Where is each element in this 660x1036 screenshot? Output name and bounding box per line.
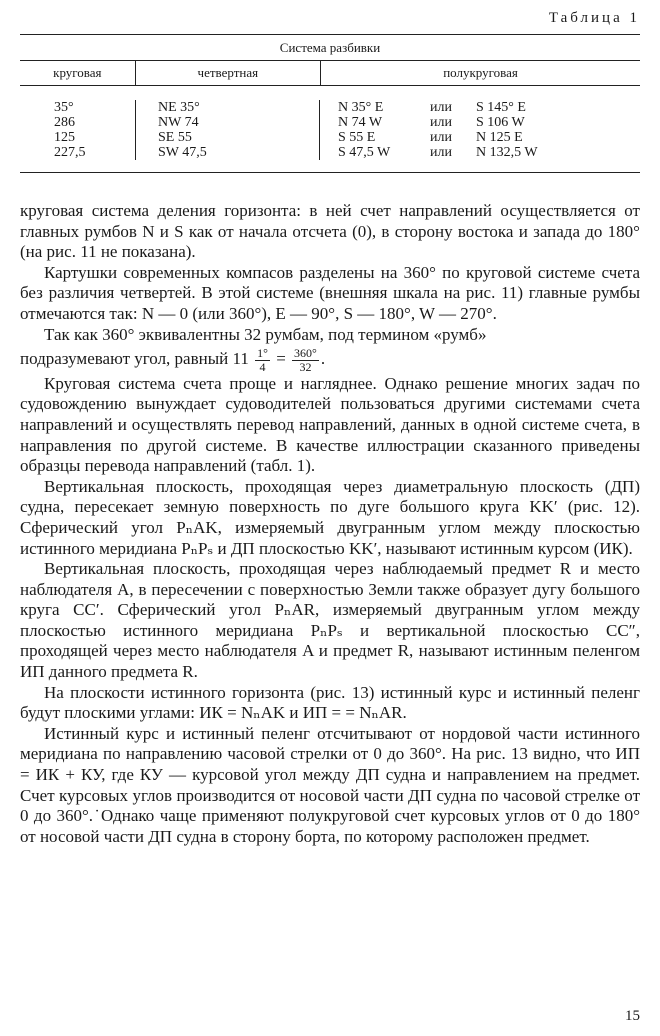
table-row [20,100,640,115]
cell-semicircular-a: S 55 E [338,130,376,145]
table-body [20,86,640,172]
paragraph: Так как 360° эквивалентны 32 румбам, под термином «румб» [44,324,487,344]
formula-end: . [320,349,326,369]
direction-table [20,34,640,173]
cell-semicircular [320,130,640,145]
table-row [20,130,640,145]
cell-semicircular-b: N 132,5 W [476,145,538,160]
cell-semicircular-b: N 125 E [476,130,523,145]
paragraph: Вертикальная плоскость, проходящая через диаметральную плоскость (ДП) судна, пересекает земную поверхность по дуге большого круга KK′ (рис. 12). Сферический угол PₙAK, измеряемый двугранным углом между плоскостью истинного меридиана PₙPₛ и ДП плоскостью KK′, называют истинным курсом (ИК). [20,476,640,558]
table-header-row [20,61,640,86]
cell-quarter: NW 74 [135,115,320,130]
cell-semicircular-a: S 47,5 W [338,145,391,160]
cell-quarter: NE 35° [135,100,320,115]
cell-semicircular [320,115,640,130]
cell-circular: 125 [54,130,75,145]
formula-text: подразумевают угол, равный 11 [20,349,249,369]
paragraph: круговая система деления горизонта: в ней счет направлений осуществляется от главных румбов N и S как от начала отсчета (0), в сторону востока и запада до 180° (на рис. 11 не показана). [20,201,640,262]
fraction-denominator: 32 [299,359,312,374]
fraction-360-over-32 [292,347,319,374]
table-title: Система разбивки [20,35,640,61]
table-row [20,115,640,130]
table-row [20,145,640,160]
paragraph: На плоскости истинного горизонта (рис. 13) истинный курс и истинный пеленг будут плоскими углами: ИК = NₙAK и ИП = = NₙAR. [20,682,640,723]
equals-sign: = [276,349,286,369]
cell-semicircular [320,100,640,115]
table-caption: Таблица 1 [548,10,640,26]
fraction-denominator: 4 [259,359,266,374]
cell-or: или [430,130,452,145]
paragraph: Истинный курс и истинный пеленг отсчитывают от нордовой части истинного меридиана по направлению часовой стрелки от 0 до 360°. На рис. 13 видно, что ИП = ИК + КУ, где КУ — курсовой угол между ДП судна и направлением на предмет. Счет курсовых углов производится от носовой части ДП судна по часовой стрелке от 0 до 360°.˙Однако чаще применяют полукруговой счет курсовых углов от 0 до 180° от носовой части ДП судна в сторону борта, по которому расположен предмет. [20,723,640,846]
header-circular: круговая [53,65,102,80]
cell-circular: 286 [54,115,75,130]
formula-line [20,345,640,374]
paragraph: Картушки современных компасов разделены на 360° по круговой системе счета без различия четвертей. В этой системе (внешняя шкала на рис. 11) главные румбы отмечаются так: N — 0 (или 360°), E — 90°, S — 180°, W — 270°. [20,262,640,323]
fraction-quarter-degree [255,347,270,374]
fraction-numerator: 1° [257,345,268,360]
cell-or: или [430,145,452,160]
fraction-numerator: 360° [294,345,317,360]
cell-quarter: SW 47,5 [135,145,320,160]
cell-or: или [430,100,452,115]
cell-semicircular-a: N 35° E [338,100,384,115]
paragraph: Вертикальная плоскость, проходящая через наблюдаемый предмет R и место наблюдателя A, в пересечении с поверхностью Земли также образует дугу большого круга CC′. Сферический угол PₙAR, измеряемый двугранным углом между плоскостью истинного меридиана PₙPₛ и вертикальной плоскостью CC″, проходящей через место наблюдателя A и предмет R, называют истинным пеленгом ИП данного предмета R. [20,559,640,682]
cell-quarter: SE 55 [135,130,320,145]
cell-semicircular-a: N 74 W [338,115,383,130]
header-quarter: четвертная [135,61,321,85]
header-semicircular: полукруговая [443,65,518,80]
cell-semicircular-b: S 106 W [476,115,525,130]
page-number: 15 [625,1008,640,1024]
paragraph: Круговая система счета проще и нагляднее. Однако решение многих задач по судовождению вынуждает судоводителей пользоваться другими системами счета направлений и осуществлять перевод направлений, данных в одной системе счета, в направления по другой системе. В качестве иллюстрации сказанного приведены образцы перевода направлений (табл. 1). [20,373,640,476]
cell-circular: 35° [54,100,74,115]
cell-semicircular [320,145,640,160]
cell-circular: 227,5 [54,145,86,160]
cell-semicircular-b: S 145° E [476,100,526,115]
body-text [20,201,640,847]
cell-or: или [430,115,452,130]
